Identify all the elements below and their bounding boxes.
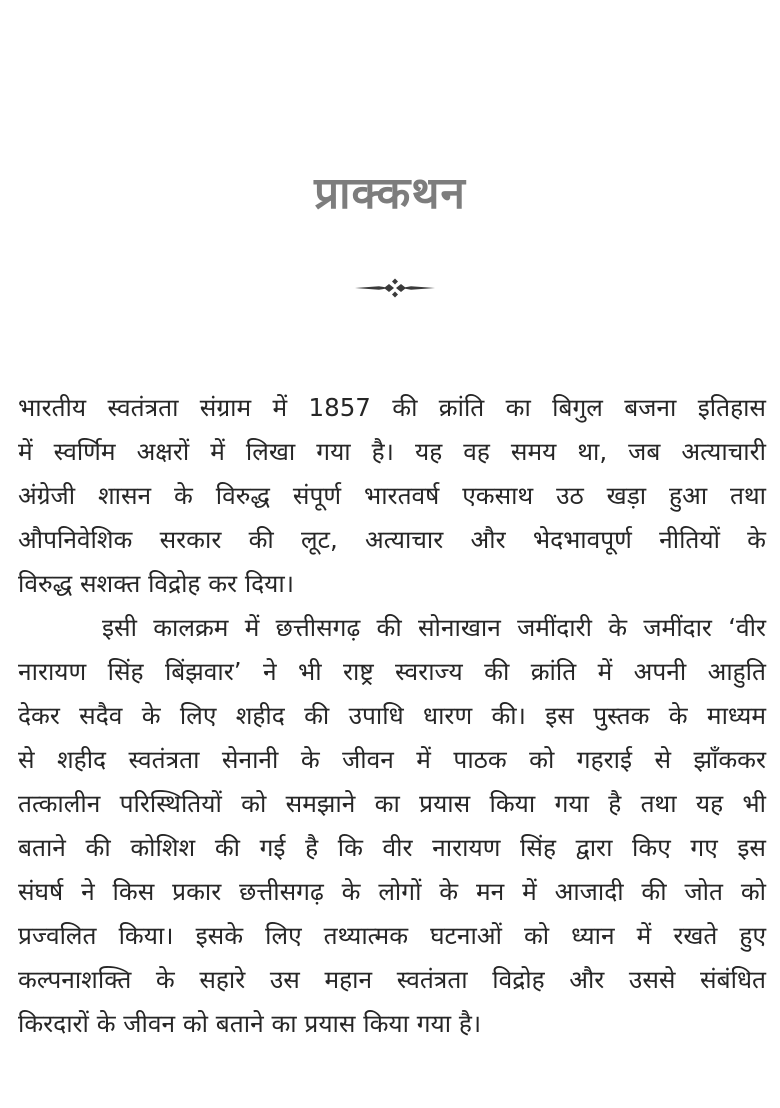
text-line: से शहीद स्वतंत्रता सेनानी के जीवन में पाठक को गहराई से झाँककर <box>18 745 766 774</box>
text-line: इसी कालक्रम में छत्तीसगढ़ की सोनाखान जमींदारी के जमींदार ‘वीर <box>102 613 766 642</box>
text-line: किरदारों के जीवन को बताने का प्रयास किया गया है। <box>18 1009 482 1038</box>
paragraph-1 <box>18 386 766 606</box>
text-line: नारायण सिंह बिंझवार’ ने भी राष्ट्र स्वराज्य की क्रांति में अपनी आहुति <box>18 657 766 686</box>
fleuron-divider-icon <box>353 278 437 298</box>
preface-body <box>18 386 766 1046</box>
text-line: विरुद्ध सशक्त विद्रोह कर दिया। <box>18 569 295 598</box>
text-line: देकर सदैव के लिए शहीद की उपाधि धारण की। इस पुस्तक के माध्यम <box>18 701 766 730</box>
text-line: औपनिवेशिक सरकार की लूट, अत्याचार और भेदभावपूर्ण नीतियों के <box>18 525 766 554</box>
text-line: अंग्रेजी शासन के विरुद्ध संपूर्ण भारतवर्ष एकसाथ उठ खड़ा हुआ तथा <box>18 481 766 510</box>
text-line: संघर्ष ने किस प्रकार छत्तीसगढ़ के लोगों के मन में आजादी की जोत को <box>18 877 766 906</box>
text-line: बताने की कोशिश की गई है कि वीर नारायण सिंह द्वारा किए गए इस <box>18 833 766 862</box>
text-line: में स्वर्णिम अक्षरों में लिखा गया है। यह वह समय था, जब अत्याचारी <box>18 437 766 466</box>
text-line: भारतीय स्वतंत्रता संग्राम में 1857 की क्रांति का बिगुल बजना इतिहास <box>18 393 766 422</box>
text-line: कल्पनाशक्ति के सहारे उस महान स्वतंत्रता विद्रोह और उससे संबंधित <box>18 965 766 994</box>
text-line: प्रज्वलित किया। इसके लिए तथ्यात्मक घटनाओं को ध्यान में रखते हुए <box>18 921 766 950</box>
page-title: प्राक्कथन <box>314 168 466 220</box>
paragraph-2 <box>18 606 766 1046</box>
text-line: तत्कालीन परिस्थितियों को समझाने का प्रयास किया गया है तथा यह भी <box>18 789 766 818</box>
